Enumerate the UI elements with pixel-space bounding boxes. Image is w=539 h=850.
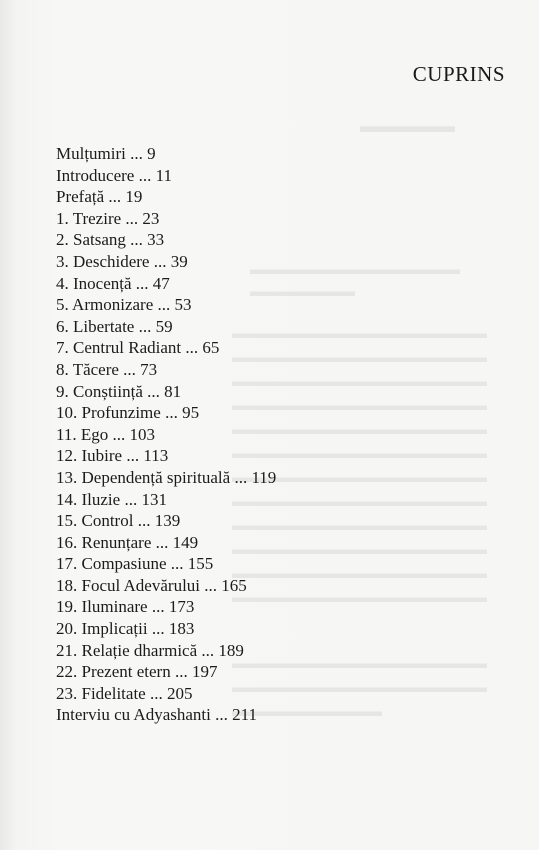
page-title: CUPRINS	[412, 62, 505, 86]
toc-entry: 15. Control ... 139	[56, 511, 181, 531]
toc-entry: 20. Implicații ... 183	[56, 619, 195, 639]
show-through-text: ▬▬▬▬▬▬▬▬▬▬▬▬▬▬▬▬▬	[232, 350, 487, 366]
toc-entry: 19. Iluminare ... 173	[56, 597, 195, 617]
show-through-text: ▬▬▬▬▬▬▬▬▬▬▬▬▬▬▬▬▬	[232, 422, 487, 438]
toc-entry: Interviu cu Adyashanti ... 211	[56, 705, 257, 725]
show-through-text: ▬▬▬▬▬▬▬▬▬▬▬▬▬▬▬▬▬	[232, 590, 487, 606]
show-through-text: ▬▬▬▬▬▬▬	[250, 284, 355, 300]
show-through-text: ▬▬▬▬▬▬▬▬▬▬▬▬▬▬	[250, 262, 460, 278]
show-through-text: ▬▬▬▬▬▬▬▬▬▬▬▬▬▬▬▬▬	[232, 656, 487, 672]
toc-entry: 16. Renunțare ... 149	[56, 532, 199, 552]
toc-entry: 13. Dependență spirituală ... 119	[56, 467, 277, 487]
toc-entry: 17. Compasiune ... 155	[56, 554, 214, 574]
table-of-contents	[56, 143, 276, 726]
show-through-text: ▬▬▬▬▬▬▬▬▬▬▬▬▬▬▬▬▬	[232, 680, 487, 696]
toc-entry: 10. Profunzime ... 95	[56, 403, 200, 423]
show-through-text: ▬▬▬▬▬	[360, 116, 455, 137]
show-through-text: ▬▬▬▬▬▬▬▬▬▬▬▬▬▬▬▬▬	[232, 542, 487, 558]
toc-entry: 11. Ego ... 103	[56, 424, 156, 444]
toc-entry: 14. Iluzie ... 131	[56, 489, 167, 509]
show-through-text: ▬▬▬▬▬▬▬▬▬▬▬▬▬▬▬▬▬	[232, 518, 487, 534]
show-through-text: ▬▬▬▬▬▬▬▬▬▬▬▬▬▬▬▬▬	[232, 326, 487, 342]
toc-entry: 8. Tăcere ... 73	[56, 359, 158, 379]
toc-entry: Introducere ... 11	[56, 165, 172, 185]
toc-entry: 4. Inocență ... 47	[56, 273, 170, 293]
toc-entry: 12. Iubire ... 113	[56, 446, 169, 466]
show-through-text: ▬▬▬▬▬▬▬▬▬▬▬▬▬▬▬▬▬	[232, 566, 487, 582]
show-through-text: ▬▬▬▬▬▬▬▬▬▬▬▬▬▬▬▬▬	[232, 446, 487, 462]
toc-entry: Mulțumiri ... 9	[56, 144, 156, 163]
toc-entry: Prefață ... 19	[56, 187, 143, 207]
toc-entry: 5. Armonizare ... 53	[56, 295, 192, 315]
show-through-text: ▬▬▬▬▬▬▬▬▬▬▬▬▬▬▬▬▬	[232, 374, 487, 390]
toc-entry: 6. Libertate ... 59	[56, 316, 173, 336]
toc-entry: 1. Trezire ... 23	[56, 208, 160, 228]
toc-entry: 7. Centrul Radiant ... 65	[56, 338, 220, 358]
show-through-text: ▬▬▬▬▬▬▬▬▬▬▬▬▬▬▬▬▬	[232, 494, 487, 510]
show-through-text: ▬▬▬▬▬▬▬▬▬▬	[232, 704, 382, 720]
show-through-text: ▬▬▬▬▬▬▬▬▬▬▬▬▬▬▬▬▬	[232, 470, 487, 486]
toc-entry: 21. Relație dharmică ... 189	[56, 640, 244, 660]
toc-entry: 23. Fidelitate ... 205	[56, 683, 193, 703]
toc-entry: 9. Conștiință ... 81	[56, 381, 182, 401]
show-through-text: ▬▬▬▬▬▬▬▬▬▬▬▬▬▬▬▬▬	[232, 398, 487, 414]
toc-entry: 3. Deschidere ... 39	[56, 251, 188, 271]
toc-entry: 18. Focul Adevărului ... 165	[56, 575, 247, 595]
toc-entry: 2. Satsang ... 33	[56, 230, 165, 250]
toc-entry: 22. Prezent etern ... 197	[56, 662, 218, 682]
